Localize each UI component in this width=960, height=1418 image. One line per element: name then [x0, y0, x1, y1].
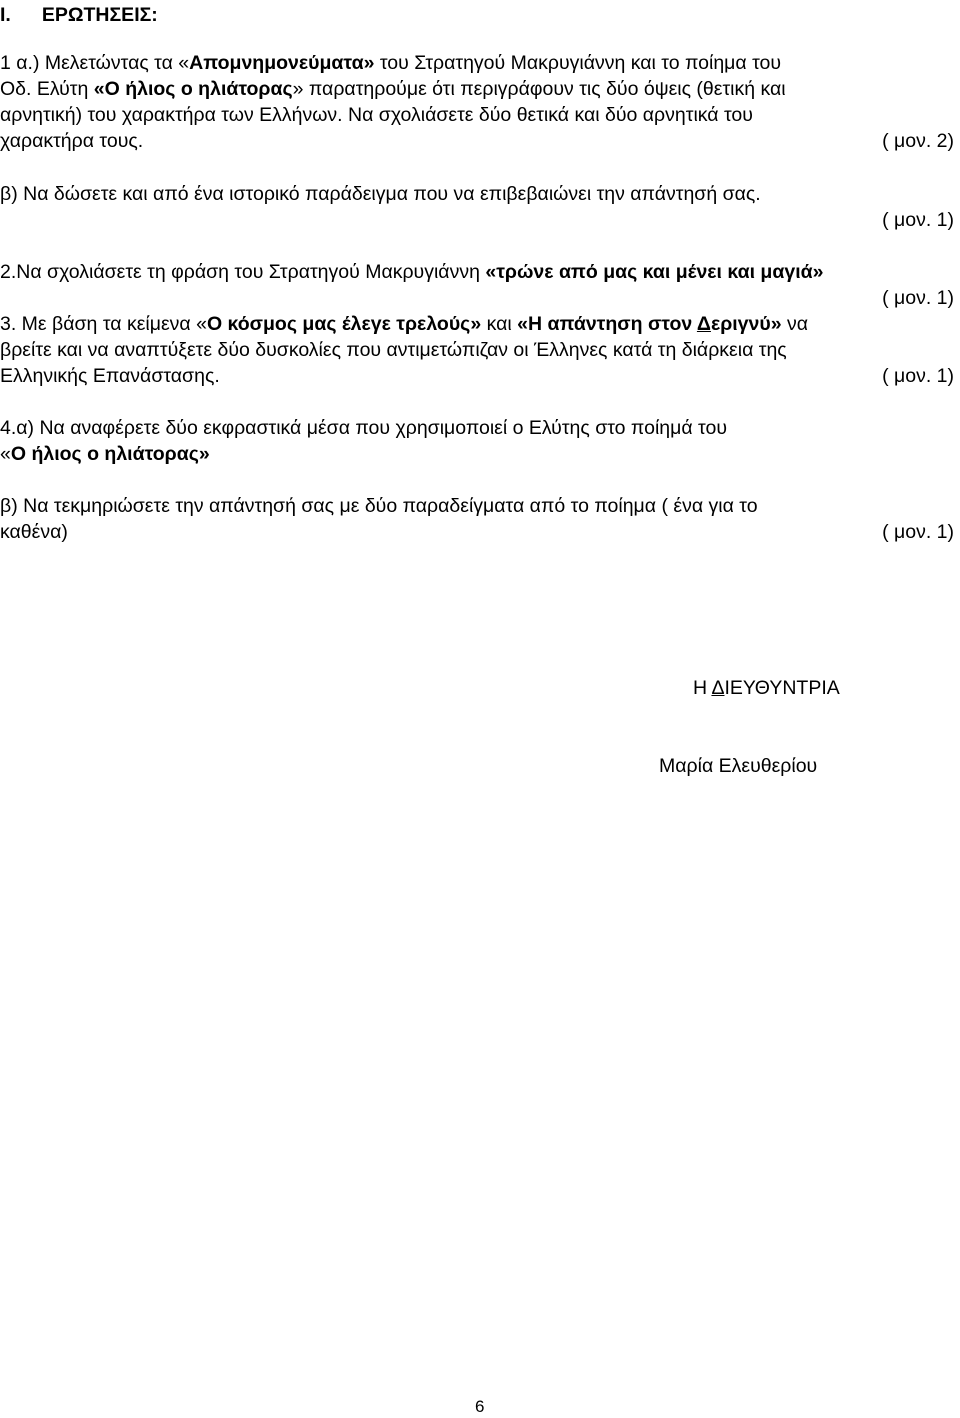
- q3-line-1: 3. Με βάση τα κείμενα «Ο κόσμος μας έλεγε τρελούς» και «Η απάντηση στον Δεριγνύ» να: [0, 313, 809, 335]
- signature-title: Η ΔΙΕΥΘΥΝΤΡΙΑ: [693, 677, 840, 699]
- section-number: I.: [0, 4, 11, 26]
- q1a-marks: ( μον. 2): [882, 130, 954, 152]
- q4b-line-2: καθένα): [0, 521, 68, 543]
- q1b-text: β) Να δώσετε και από ένα ιστορικό παράδειγμα που να επιβεβαιώνει την απάντησή σας.: [0, 183, 761, 205]
- q3-line-3: Ελληνικής Επανάστασης.: [0, 365, 220, 387]
- q1a-line-2: Οδ. Ελύτη «Ο ήλιος ο ηλιάτορας» παρατηρούμε ότι περιγράφουν τις δύο όψεις (θετική και: [0, 78, 786, 100]
- page-number: 6: [475, 1397, 485, 1416]
- q1a-line-3: αρνητική) του χαρακτήρα των Ελλήνων. Να σχολιάσετε δύο θετικά και δύο αρνητικά του: [0, 104, 753, 126]
- q3-marks: ( μον. 1): [882, 365, 954, 387]
- q2-text: 2.Να σχολιάσετε τη φράση του Στρατηγού Μακρυγιάννη «τρώνε από μας και μένει και μαγιά»: [0, 261, 824, 283]
- q3-line-2: βρείτε και να αναπτύξετε δύο δυσκολίες που αντιμετώπιζαν οι Έλληνες κατά τη διάρκεια της: [0, 339, 787, 361]
- q4a-line-1: 4.α) Να αναφέρετε δύο εκφραστικά μέσα που χρησιμοποιεί ο Ελύτης στο ποίημά του: [0, 417, 727, 439]
- section-title: ΕΡΩΤΗΣΕΙΣ:: [41, 4, 158, 26]
- q1b-marks: ( μον. 1): [882, 209, 954, 231]
- q4b-marks: ( μον. 1): [882, 521, 954, 543]
- q4b-line-1: β) Να τεκμηριώσετε την απάντησή σας με δύο παραδείγματα από το ποίημα ( ένα για το: [0, 495, 758, 517]
- q2-marks: ( μον. 1): [882, 287, 954, 309]
- signature-name: Μαρία Ελευθερίου: [659, 755, 818, 777]
- q4a-line-2: «Ο ήλιος ο ηλιάτορας»: [0, 443, 210, 465]
- q1a-line-1: 1 α.) Μελετώντας τα «Απομνημονεύματα» του Στρατηγού Μακρυγιάννη και το ποίημα του: [0, 52, 782, 74]
- q1a-line-4: χαρακτήρα τους.: [0, 130, 144, 152]
- section-heading: [0, 2, 158, 28]
